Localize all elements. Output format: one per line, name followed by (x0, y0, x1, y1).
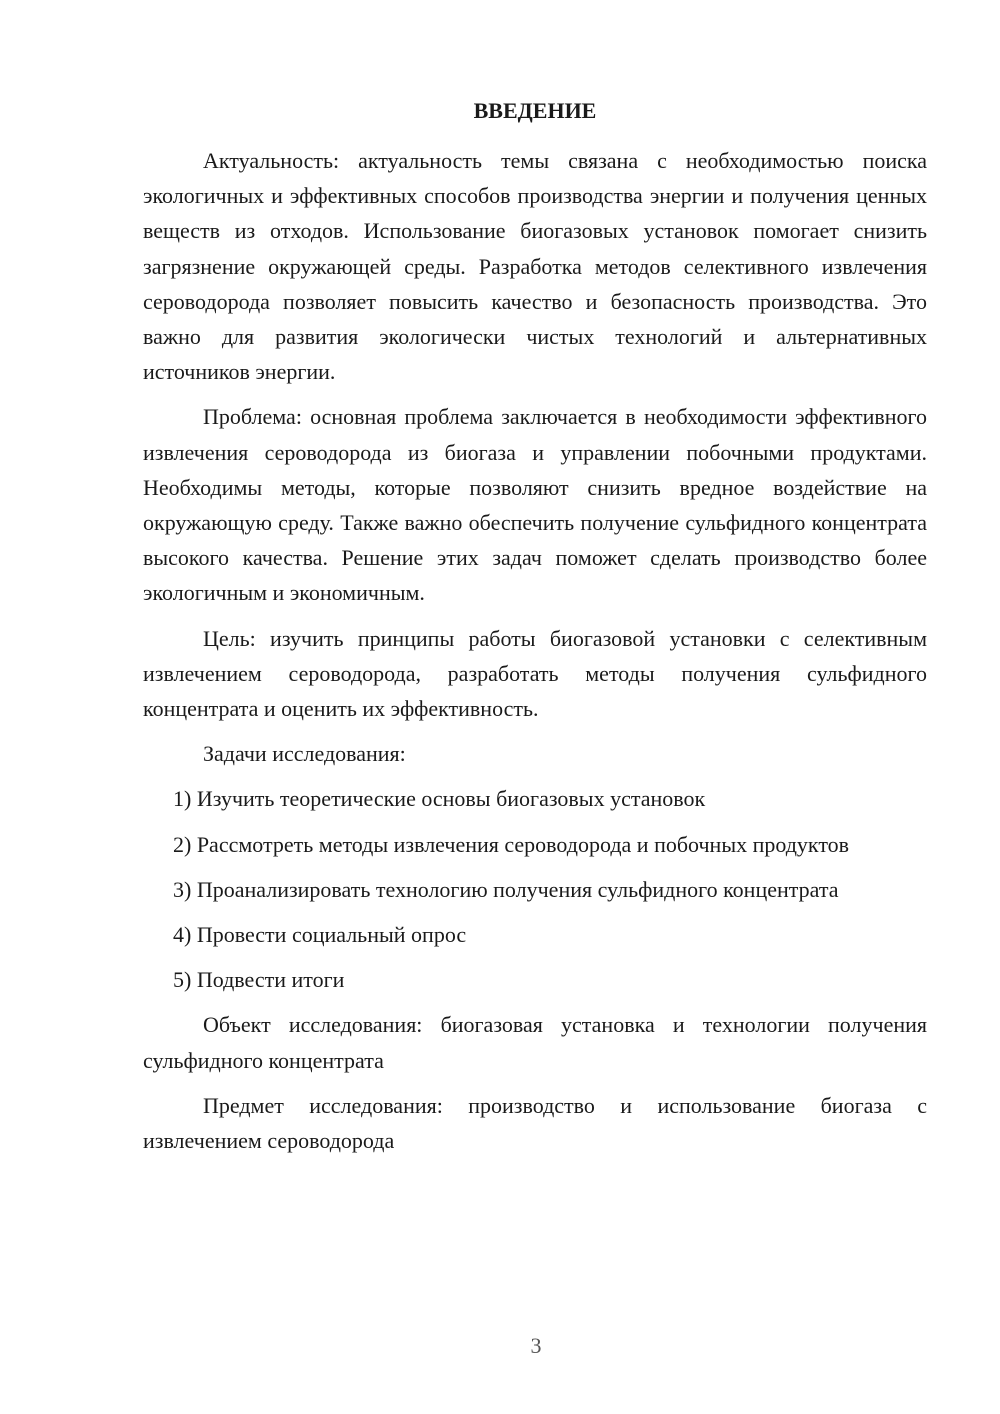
section-title: ВВЕДЕНИЕ (473, 98, 597, 123)
task-item-5: 5) Подвести итоги (173, 967, 345, 993)
tasks-heading: Задачи исследования: (203, 741, 406, 767)
paragraph-relevance: Актуальность: актуальность темы связана с необходимостью поиска экологичных и эффективных способов производства энергии и получения ценных веществ из отходов. Использование биогазовых установок помогает снизить загрязнение окружающей среды. Разработка методов селективного извлечения сероводорода позволяет повысить качество и безопасность производства. Это важно для развития экологически чистых технологий и альтернативных источников энергии. (143, 148, 927, 385)
paragraph-subject: Предмет исследования: производство и использование биогаза с извлечением сероводорода (143, 1092, 927, 1154)
task-item-2: 2) Рассмотреть методы извлечения сероводорода и побочных продуктов (173, 831, 850, 857)
paragraph-goal: Цель: изучить принципы работы биогазовой установки с селективным извлечением сероводорода, разработать методы получения сульфидного концентрата и оценить их эффективность. (143, 625, 927, 722)
document-page (143, 96, 927, 1168)
task-item-3: 3) Проанализировать технологию получения сульфидного концентрата (173, 876, 839, 902)
page-number: 3 (530, 1333, 542, 1358)
paragraph-problem: Проблема: основная проблема заключается в необходимости эффективного извлечения сероводорода из биогаза и управлении побочными продуктами. Необходимы методы, которые позволяют снизить вредное воздействие на окружающую среду. Также важно обеспечить получение сульфидного концентрата высокого качества. Решение этих задач поможет сделать производство более экологичным и экономичным. (143, 404, 927, 606)
task-item-4: 4) Провести социальный опрос (173, 922, 467, 948)
paragraph-object: Объект исследования: биогазовая установка и технологии получения сульфидного концентрата (143, 1012, 927, 1073)
task-item-1: 1) Изучить теоретические основы биогазовых установок (173, 786, 706, 812)
